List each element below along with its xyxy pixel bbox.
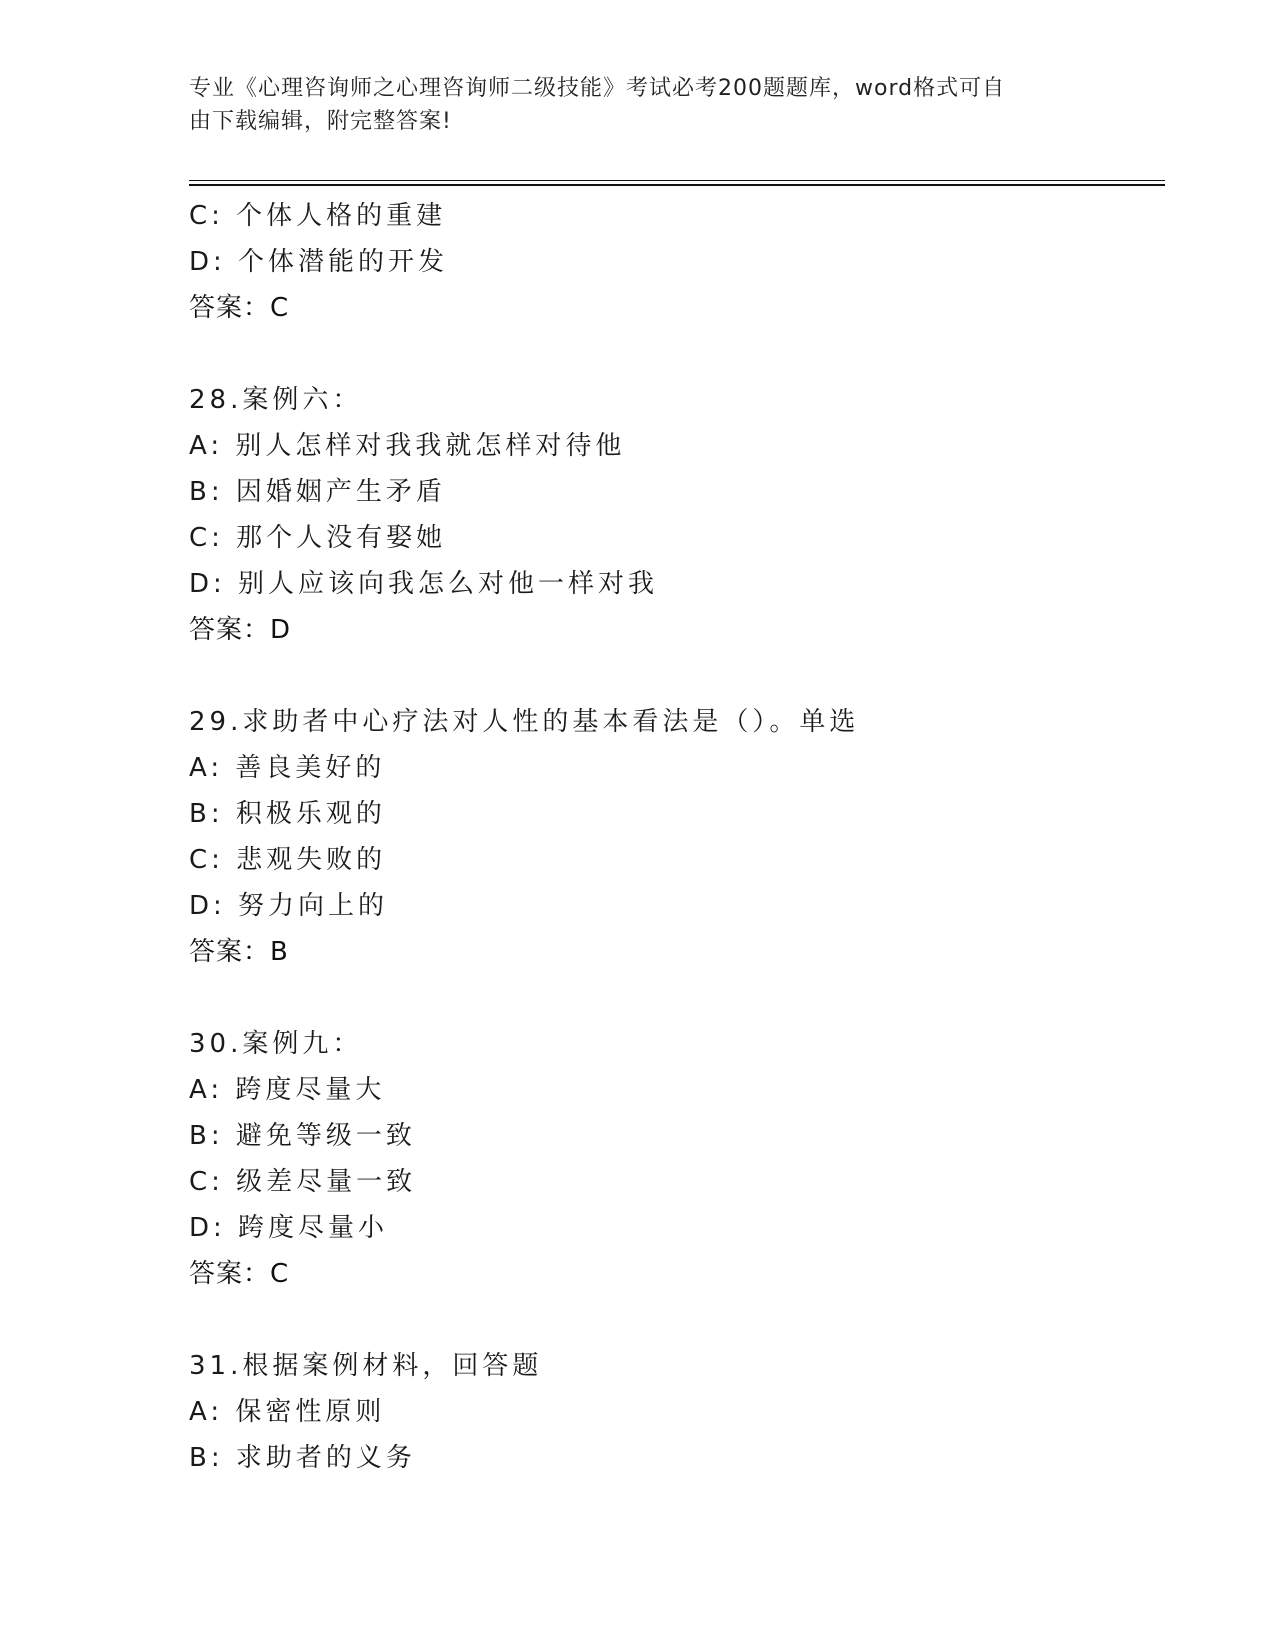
option-d: D: 努力向上的 — [189, 891, 389, 921]
answer-line: 答案：C — [189, 1259, 290, 1289]
option-c: C: 级差尽量一致 — [189, 1167, 417, 1197]
option-a: A: 别人怎样对我我就怎样对待他 — [189, 431, 626, 461]
option-a: A: 跨度尽量大 — [189, 1075, 386, 1105]
option-c: C: 悲观失败的 — [189, 845, 387, 875]
option-b: B: 避免等级一致 — [189, 1121, 416, 1151]
question-stem: 28.案例六： — [189, 385, 363, 415]
answer-line: 答案：C — [189, 293, 290, 323]
question-block — [189, 377, 1165, 653]
document-header — [189, 72, 1089, 138]
header-line-2: 由下载编辑，附完整答案! — [189, 109, 452, 134]
continued-question — [189, 193, 1165, 331]
spacer — [189, 331, 1165, 377]
option-b: B: 求助者的义务 — [189, 1443, 416, 1473]
question-block — [189, 699, 1165, 975]
answer-line: 答案：B — [189, 937, 289, 967]
spacer — [189, 1297, 1165, 1343]
spacer — [189, 653, 1165, 699]
spacer — [189, 975, 1165, 1021]
option-a: A: 善良美好的 — [189, 753, 386, 783]
header-divider — [189, 180, 1165, 186]
option-b: B: 积极乐观的 — [189, 799, 386, 829]
option-a: A: 保密性原则 — [189, 1397, 386, 1427]
option-d: D: 个体潜能的开发 — [189, 247, 449, 277]
question-stem: 31.根据案例材料，回答题 — [189, 1351, 543, 1381]
option-c: C: 那个人没有娶她 — [189, 523, 447, 553]
option-d: D: 跨度尽量小 — [189, 1213, 389, 1243]
question-list — [189, 193, 1165, 1481]
option-c: C: 个体人格的重建 — [189, 201, 447, 231]
header-line-1: 专业《心理咨询师之心理咨询师二级技能》考试必考200题题库，word格式可自 — [189, 76, 1006, 101]
question-stem: 29.求助者中心疗法对人性的基本看法是（）。单选 — [189, 707, 860, 737]
question-stem: 30.案例九： — [189, 1029, 363, 1059]
answer-line: 答案：D — [189, 615, 292, 645]
question-block — [189, 1343, 1165, 1481]
question-block — [189, 1021, 1165, 1297]
option-d: D: 别人应该向我怎么对他一样对我 — [189, 569, 659, 599]
option-b: B: 因婚姻产生矛盾 — [189, 477, 446, 507]
